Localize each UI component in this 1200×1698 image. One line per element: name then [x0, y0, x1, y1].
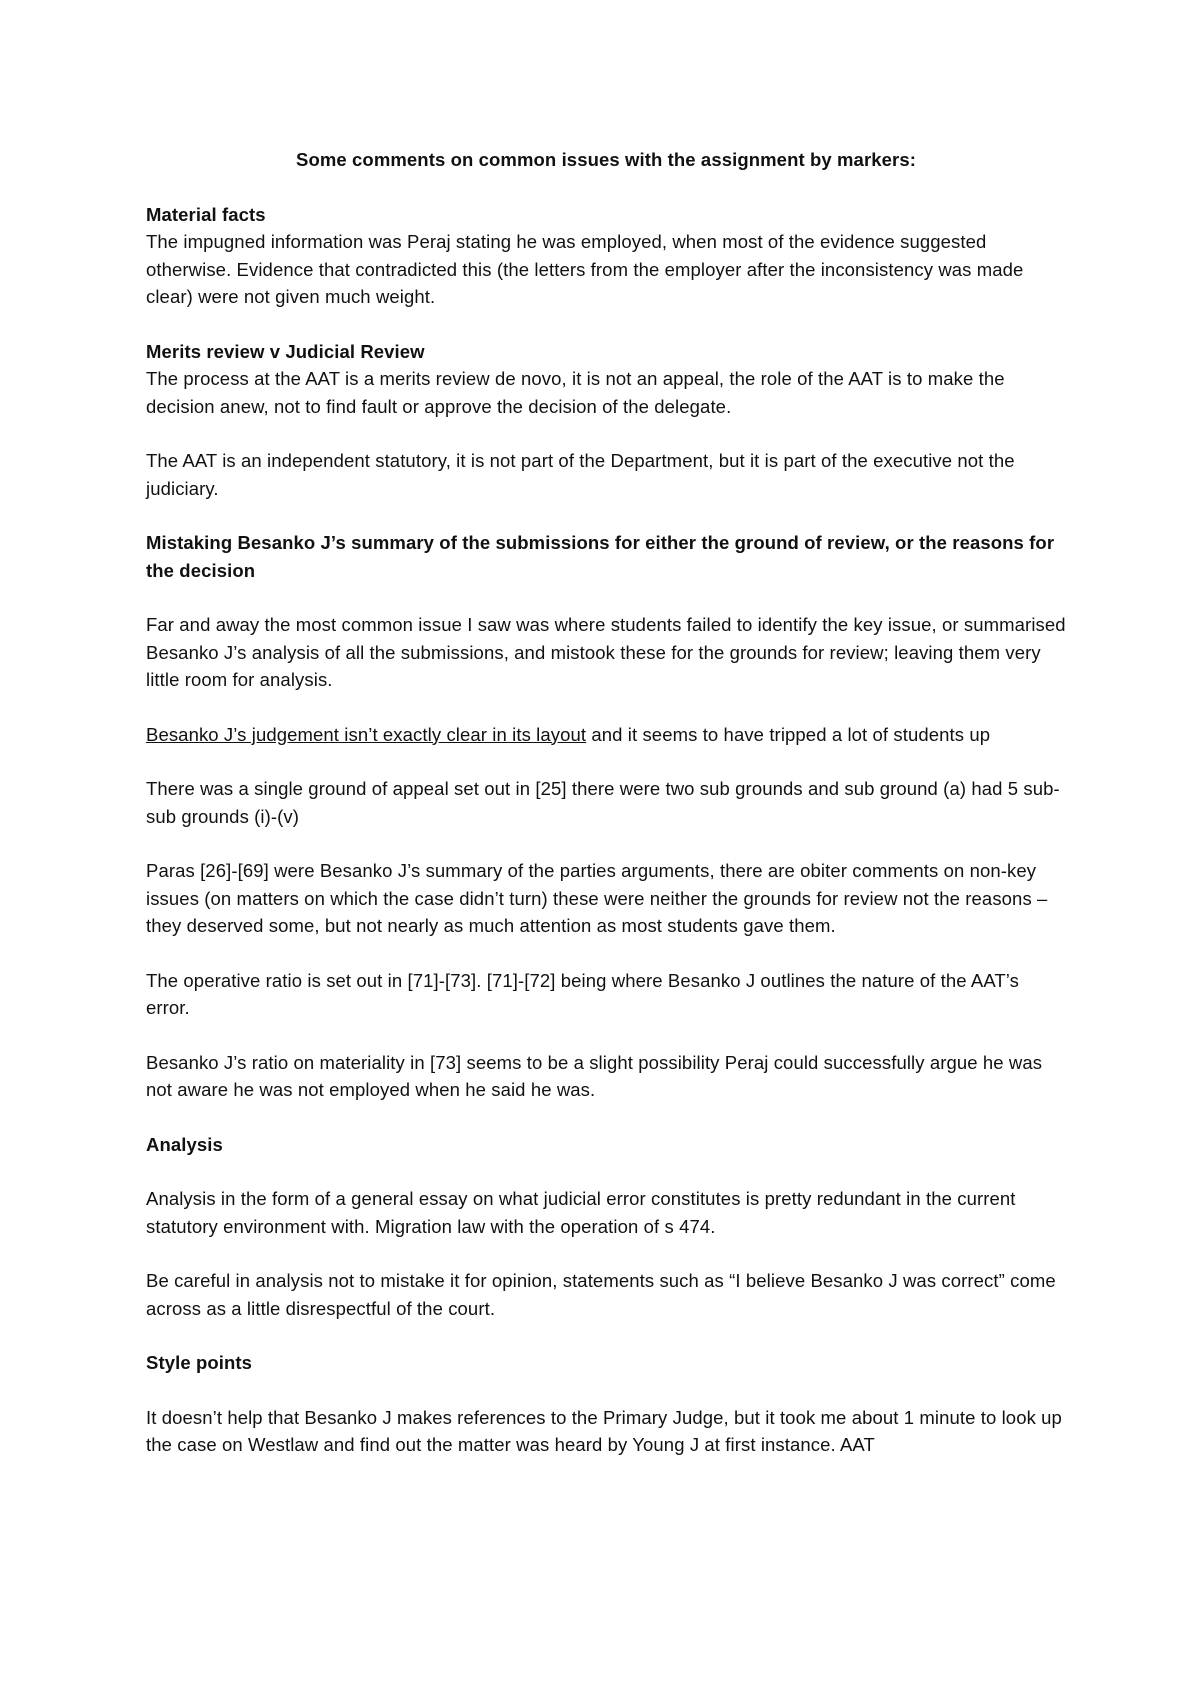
heading-mistaking-summary: Mistaking Besanko J’s summary of the submissions for either the ground of review, or the reasons for the decision	[146, 532, 1055, 581]
paragraph-analysis-1: Analysis in the form of a general essay on what judicial error constitutes is pretty redundant in the current statutory environment with. Migration law with the operation of s 474.	[146, 1188, 1016, 1237]
heading-material-facts: Material facts	[146, 203, 266, 225]
heading-analysis: Analysis	[146, 1133, 223, 1155]
paragraph-mistaking-5: The operative ratio is set out in [71]-[73]. [71]-[72] being where Besanko J outlines the nature of the AAT’s error.	[146, 969, 1020, 1018]
paragraph-text: and it seems to have tripped a lot of students up	[586, 723, 991, 745]
paragraph-mistaking-6: Besanko J’s ratio on materiality in [73] seems to be a slight possibility Peraj could successfully argue he was not aware he was not employed when he said he was.	[146, 1051, 1043, 1100]
paragraph-style-points-1: It doesn’t help that Besanko J makes references to the Primary Judge, but it took me about 1 minute to look up the case on Westlaw and find out the matter was heard by Young J at first instance. AAT	[146, 1406, 1062, 1455]
paragraph-analysis-2: Be careful in analysis not to mistake it for opinion, statements such as “I believe Besanko J was correct” come across as a little disrespectful of the court.	[146, 1270, 1056, 1319]
paragraph-merits-review-1: The process at the AAT is a merits review de novo, it is not an appeal, the role of the AAT is to make the decision anew, not to find fault or approve the decision of the delegate.	[146, 368, 1005, 417]
paragraph-mistaking-4: Paras [26]-[69] were Besanko J’s summary of the parties arguments, there are obiter comments on non-key issues (on matters on which the case didn’t turn) these were neither the grounds for review not the reasons – they deserved some, but not nearly as much attention as most students gave them.	[146, 860, 1048, 936]
paragraph-mistaking-1: Far and away the most common issue I saw was where students failed to identify the key issue, or summarised Besanko J’s analysis of all the submissions, and mistook these for the grounds for review; leaving them very little room for analysis.	[146, 614, 1066, 690]
paragraph-material-facts: The impugned information was Peraj stating he was employed, when most of the evidence suggested otherwise. Evidence that contradicted this (the letters from the employer after the inconsistency was made clear) were not given much weight.	[146, 231, 1024, 307]
paragraph-merits-review-2: The AAT is an independent statutory, it is not part of the Department, but it is part of the executive not the judiciary.	[146, 450, 1015, 499]
underlined-text: Besanko J’s judgement isn’t exactly clear in its layout	[146, 723, 587, 745]
heading-merits-review: Merits review v Judicial Review	[146, 340, 425, 362]
heading-style-points: Style points	[146, 1352, 253, 1373]
paragraph-mistaking-3: There was a single ground of appeal set out in [25] there were two sub grounds and sub ground (a) had 5 sub-sub grounds (i)-(v)	[146, 778, 1060, 827]
document-body	[146, 146, 1066, 1459]
paragraph-mistaking-2	[146, 721, 1066, 749]
document-title: Some comments on common issues with the assignment by markers:	[296, 149, 916, 170]
